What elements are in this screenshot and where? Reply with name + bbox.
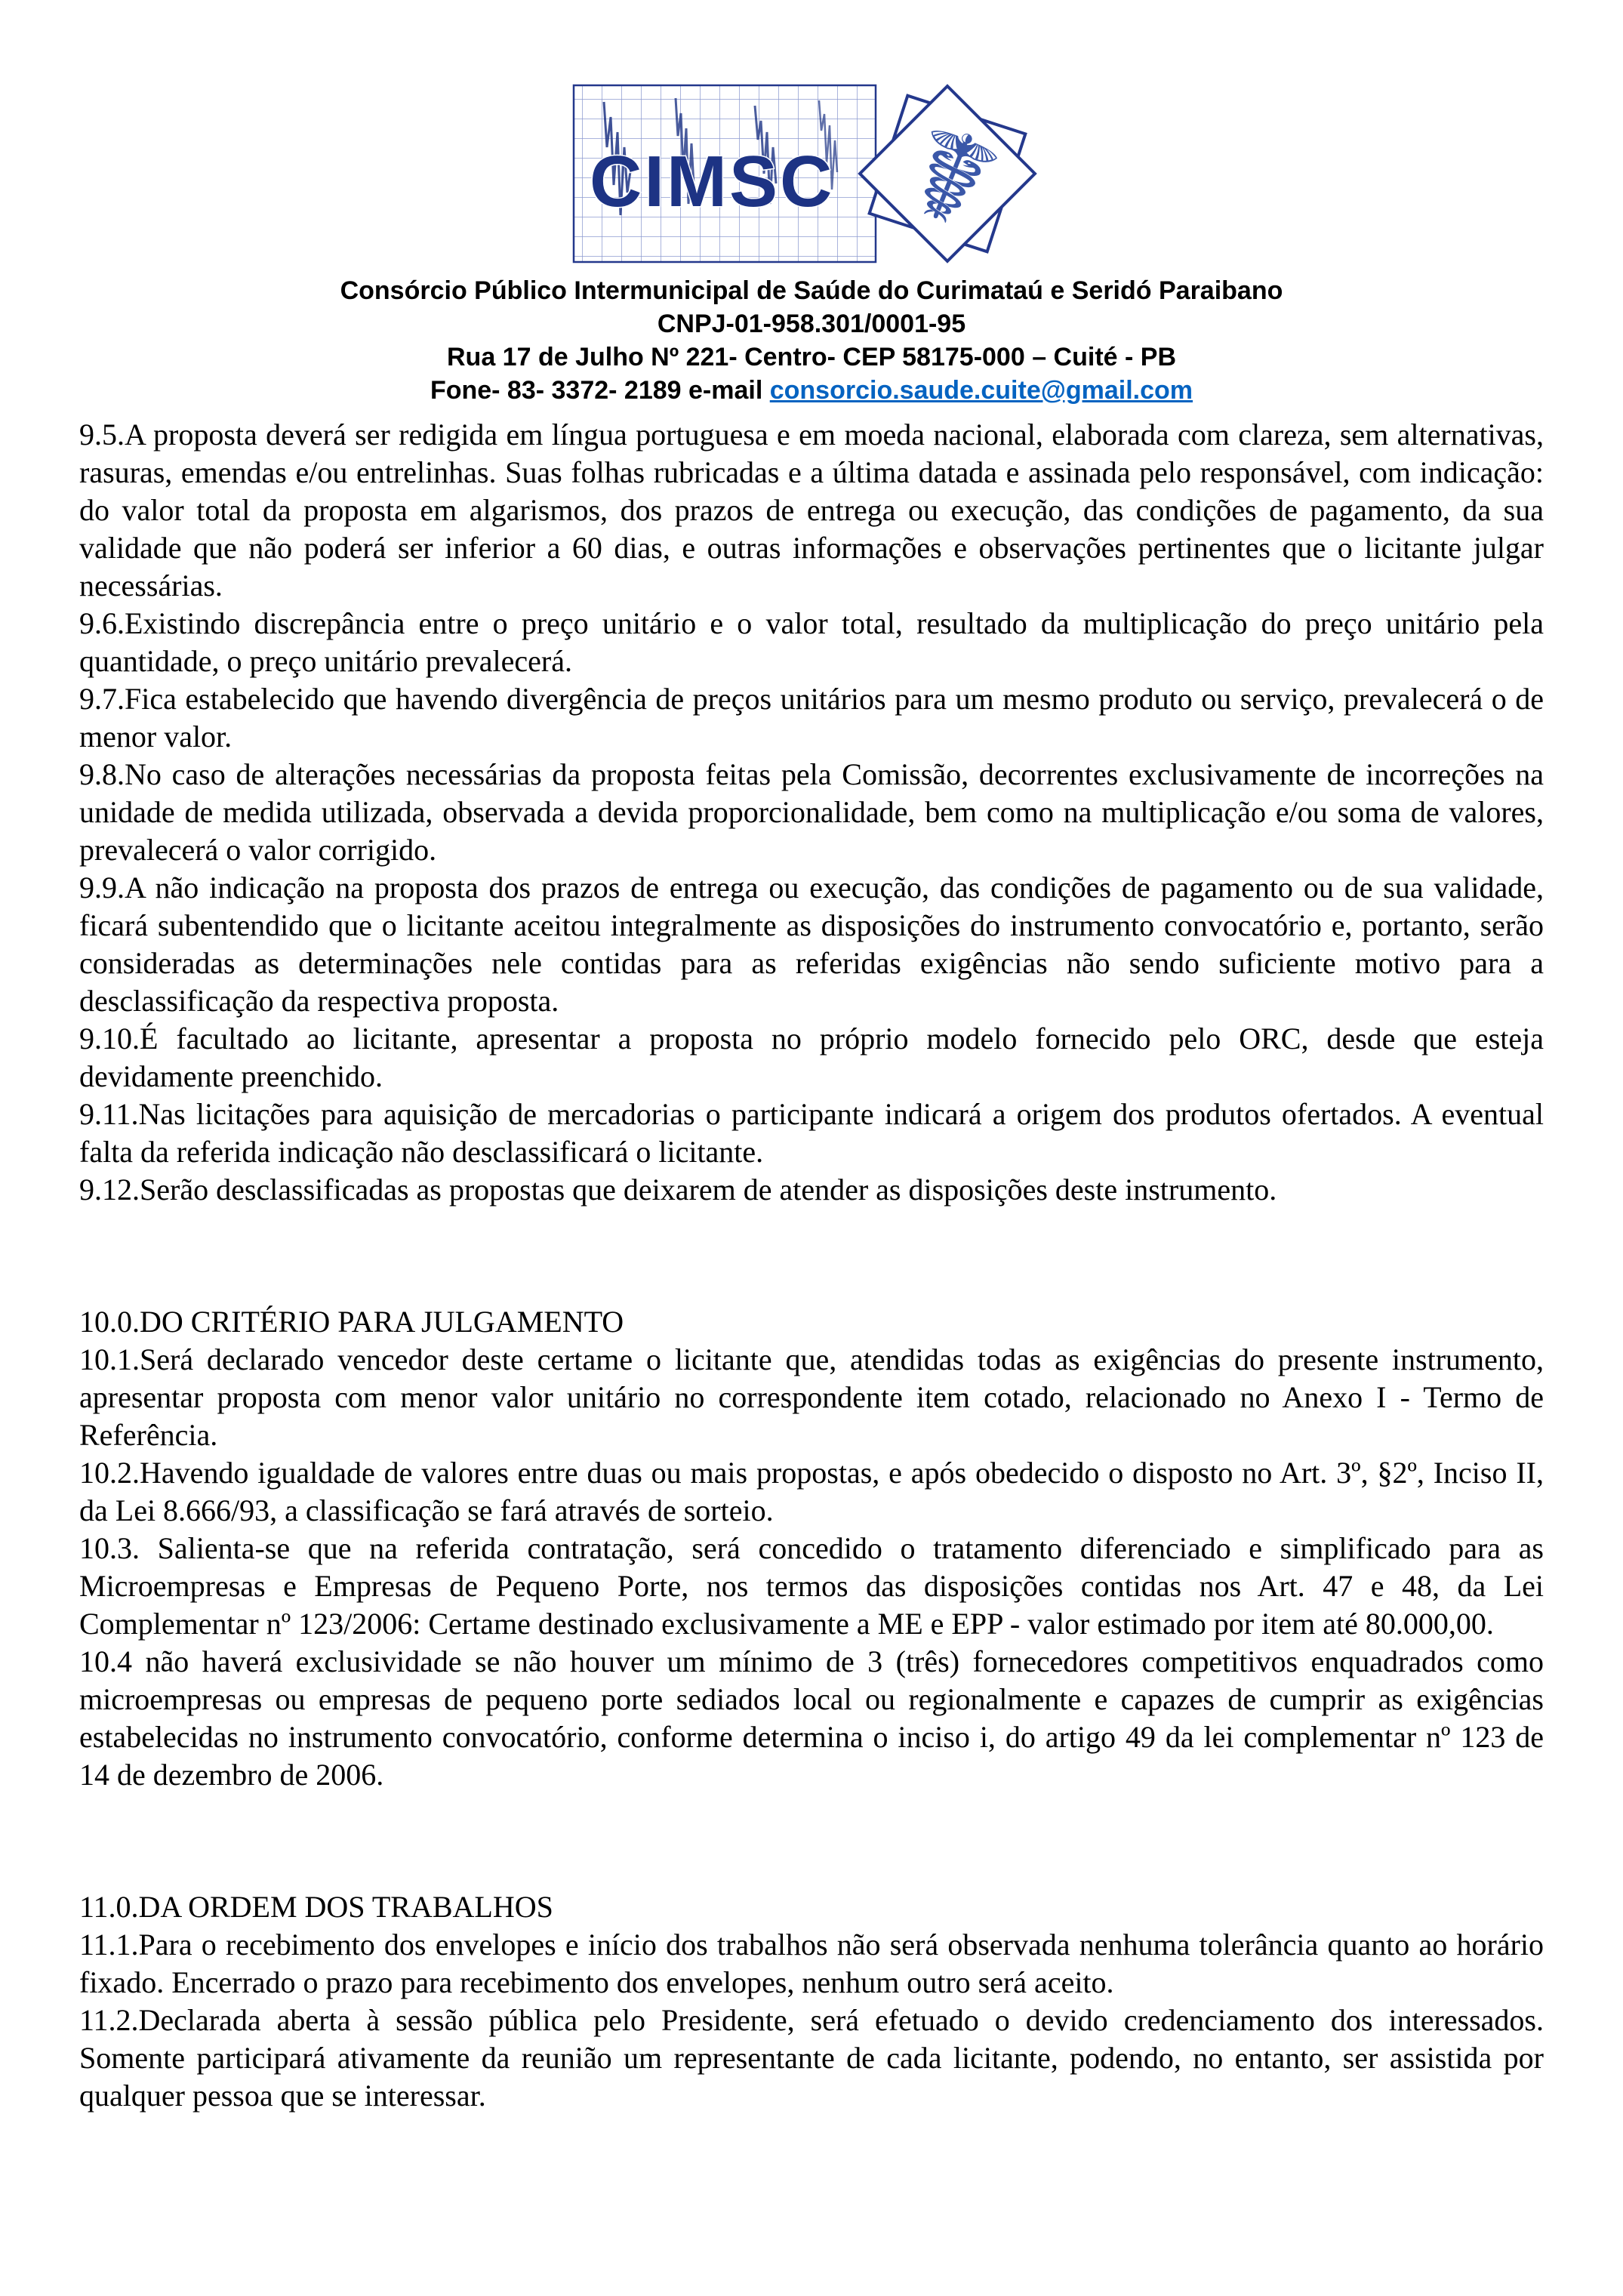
letterhead [0, 0, 1623, 407]
cimsc-logo-graphic [562, 79, 1061, 268]
paragraph-9-6: 9.6.Existindo discrepância entre o preço unitário e o valor total, resultado da multiplicação do preço unitário pela quantidade, o preço unitário prevalecerá. [79, 606, 1544, 678]
cnpj-line: CNPJ-01-958.301/0001-95 [657, 310, 966, 338]
paragraph-10-1: 10.1.Será declarado vencedor deste certame o licitante que, atendidas todas as exigências do presente instrumento, apresentar proposta com menor valor unitário no correspondente item cotado, relacionado no Anexo I - Termo de Referência. [79, 1342, 1544, 1452]
section-heading-11-0: 11.0.DA ORDEM DOS TRABALHOS [79, 1890, 553, 1924]
paragraph-9-11: 9.11.Nas licitações para aquisição de mercadorias o participante indicará a origem dos produtos ofertados. A eventual falta da referida indicação não desclassificará o licitante. [79, 1097, 1544, 1169]
document-body [0, 407, 1623, 2115]
phone-email-prefix: Fone- 83- 3372- 2189 e-mail [430, 376, 770, 405]
paragraph-9-5: 9.5.A proposta deverá ser redigida em língua portuguesa e em moeda nacional, elaborada com clareza, sem alternativas, rasuras, emendas e/ou entrelinhas. Suas folhas rubricadas e a última datada e assinada pelo responsável, com indicação: do valor total da proposta em algarismos, dos prazos de entrega ou execução, das condições de pagamento, da sua validade que não poderá ser inferior a 60 dias, e outras informações e observações pertinentes que o licitante julgar necessárias. [79, 418, 1544, 603]
paragraph-11-2: 11.2.Declarada aberta à sessão pública pelo Presidente, será efetuado o devido credenciamento dos interessados. Somente participará ativamente da reunião um representante de cada licitante, podendo, no entanto, ser assistida por qualquer pessoa que se interessar. [79, 2003, 1544, 2113]
cimsc-logo [0, 79, 1623, 268]
email-link[interactable]: consorcio.saude.cuite@gmail.com [769, 376, 1193, 405]
logo-wordmark: CIMSC [590, 141, 835, 222]
paragraph-9-7: 9.7.Fica estabelecido que havendo divergência de preços unitários para um mesmo produto ou serviço, prevalecerá o de menor valor. [79, 682, 1544, 754]
phone-email-line [0, 374, 1623, 407]
paragraph-10-4: 10.4 não haverá exclusividade se não houver um mínimo de 3 (três) fornecedores competitivos enquadrados como microempresas ou empresas de pequeno porte sediados local ou regionalmente e capazes de cumprir as exigências estabelecidas no instrumento convocatório, conforme determina o inciso i, do artigo 49 da lei complementar nº 123 de 14 de dezembro de 2006. [79, 1644, 1544, 1792]
org-name: Consórcio Público Intermunicipal de Saúde do Curimataú e Seridó Paraibano [340, 276, 1283, 305]
paragraph-9-8: 9.8.No caso de alterações necessárias da proposta feitas pela Comissão, decorrentes exclusivamente de incorreções na unidade de medida utilizada, observada a devida proporcionalidade, bem como na multiplicação e/ou soma de valores, prevalecerá o valor corrigido. [79, 757, 1544, 867]
paragraph-9-10: 9.10.É facultado ao licitante, apresentar a proposta no próprio modelo fornecido pelo ORC, desde que esteja devidamente preenchido. [79, 1022, 1544, 1093]
paragraph-11-1: 11.1.Para o recebimento dos envelopes e início dos trabalhos não será observada nenhuma tolerância quanto ao horário fixado. Encerrado o prazo para recebimento dos envelopes, nenhum outro será aceito. [79, 1928, 1544, 1999]
address-line: Rua 17 de Julho Nº 221- Centro- CEP 58175-000 – Cuité - PB [447, 343, 1176, 371]
paragraph-9-12: 9.12.Serão desclassificadas as propostas que deixarem de atender as disposições deste instrumento. [79, 1173, 1277, 1207]
caduceus-icon: ☤ [885, 95, 1017, 261]
paragraph-10-3: 10.3. Salienta-se que na referida contratação, será concedido o tratamento diferenciado e simplificado para as Microempresas e Empresas de Pequeno Porte, nos termos das disposições contidas nos Art. 47 e 48, da Lei Complementar nº 123/2006: Certame destinado exclusivamente a ME e EPP - valor estimado por item até 80.000,00. [79, 1531, 1544, 1641]
paragraph-10-2: 10.2.Havendo igualdade de valores entre duas ou mais propostas, e após obedecido o disposto no Art. 3º, §2º, Inciso II, da Lei 8.666/93, a classificação se fará através de sorteio. [79, 1456, 1544, 1527]
paragraph-9-9: 9.9.A não indicação na proposta dos prazos de entrega ou execução, das condições de pagamento ou de sua validade, ficará subentendido que o licitante aceitou integralmente as disposições do instrumento convocatório e, portanto, serão consideradas as determinações nele contidas para as referidas exigências não sendo suficiente motivo para a desclassificação da respectiva proposta. [79, 871, 1544, 1018]
section-heading-10-0: 10.0.DO CRITÉRIO PARA JULGAMENTO [79, 1305, 624, 1339]
